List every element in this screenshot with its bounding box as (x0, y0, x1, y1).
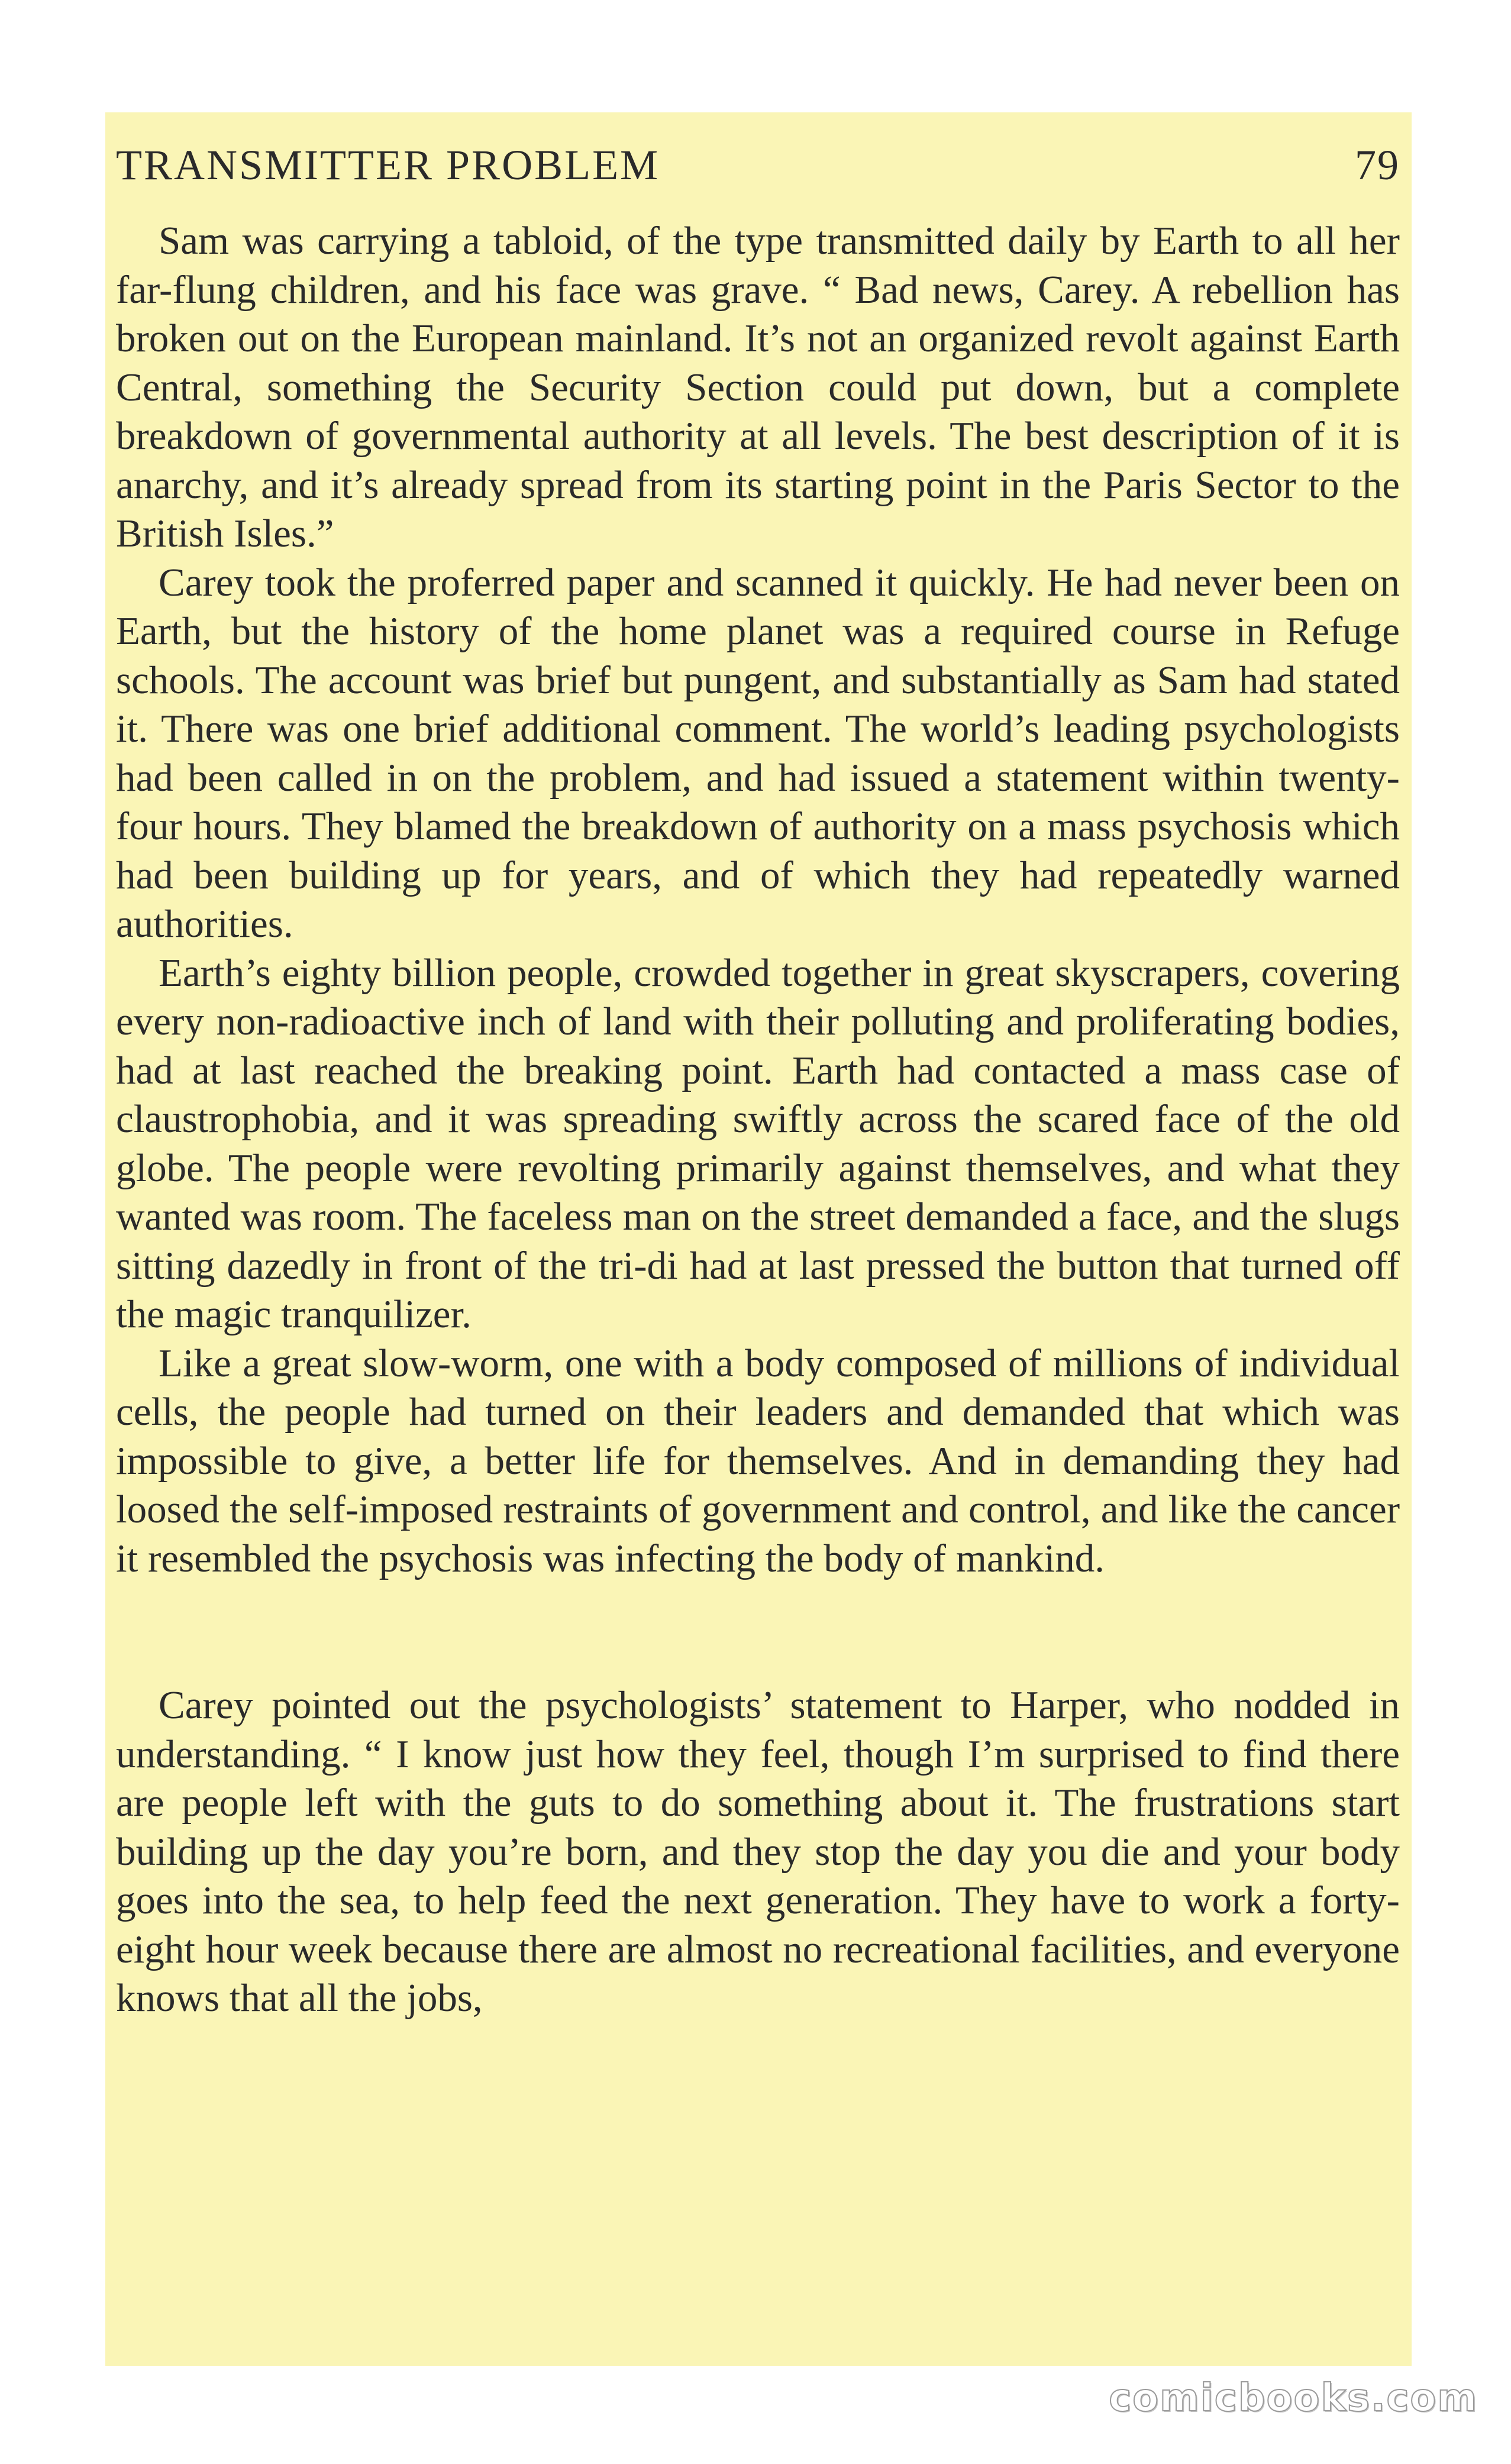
paragraph: Carey pointed out the psychologists’ statement to Harper, who nodded in understanding. “ I know just how they feel, though I’m surprised to find there are people left with the guts to do something about it. The frustrations start building up the day you’re born, and they stop the day you die and your body goes into the sea, to help feed the next generation. They have to work a forty-eight hour week because there are almost no recreational facilities, and everyone knows that all the jobs, (116, 1683, 1400, 2020)
paragraph: Carey took the proferred paper and scanned it quickly. He had never been on Earth, but the history of the home planet was a required course in Refuge schools. The account was brief but pungent, and substantially as Sam had stated it. There was one brief additional comment. The world’s leading psychologists had been called in on the problem, and had issued a statement within twenty-four hours. They blamed the breakdown of authority on a mass psychosis which had been building up for years, and of which they had repeatedly warned authorities. (116, 560, 1400, 946)
paragraph: Earth’s eighty billion people, crowded together in great skyscrapers, covering every non-radioactive inch of land with their polluting and proliferating bodies, had at last reached the breaking point. Earth had contacted a mass case of claustrophobia, and it was spreading swiftly across the scared face of the old globe. The people were revolting primarily against themselves, and what they wanted was room. The faceless man on the street demanded a face, and the slugs sitting dazedly in front of the tri-di had at last pressed the button that turned off the magic tranquilizer. (116, 950, 1400, 1336)
paragraph: Like a great slow-worm, one with a body composed of millions of individual cells, the people had turned on their leaders and demanded that which was impossible to give, a better life for themselves. And in demanding they had loosed the self-imposed restraints of government and control, and like the cancer it resembled the psychosis was infecting the body of mankind. (116, 1341, 1400, 1580)
body-text (116, 216, 1400, 2023)
watermark-text: comicbooks.com (1109, 2376, 1478, 2420)
running-title: TRANSMITTER PROBLEM (116, 141, 660, 189)
paragraph: Sam was carrying a tabloid, of the type transmitted daily by Earth to all her far-flung children, and his face was grave. “ Bad news, Carey. A rebellion has broken out on the European mainland. It’s not an organized revolt against Earth Central, something the Security Section could put down, but a complete breakdown of governmental authority at all levels. The best description of it is anarchy, and it’s already spread from its starting point in the Paris Sector to the British Isles.” (116, 219, 1400, 555)
book-page (105, 112, 1412, 2366)
running-head (116, 138, 1400, 192)
page-number: 79 (1355, 141, 1400, 189)
